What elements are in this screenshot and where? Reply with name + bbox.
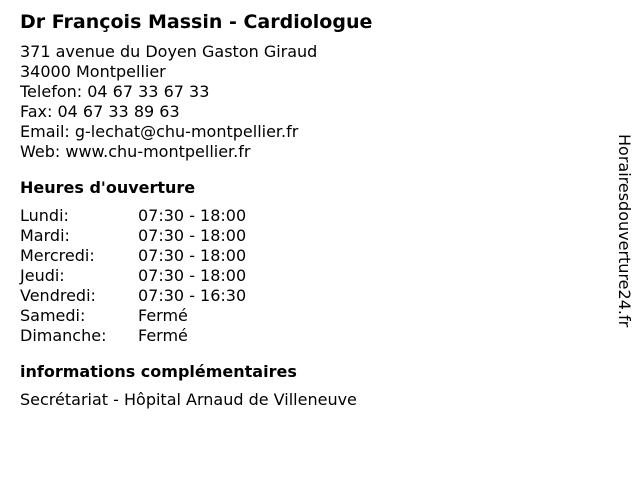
hours-time-value: 07:30 - 18:00 — [138, 226, 247, 245]
opening-hours-heading: Heures d'ouverture — [20, 178, 196, 197]
additional-info-heading: informations complémentaires — [20, 362, 297, 381]
hours-time-value: 07:30 - 18:00 — [138, 266, 247, 285]
hours-row-thursday — [20, 266, 600, 286]
web-line[interactable]: Web: www.chu-montpellier.fr — [20, 142, 251, 161]
hours-row-wednesday — [20, 246, 600, 266]
hours-row-monday — [20, 206, 600, 226]
hours-time-value: Fermé — [138, 326, 188, 345]
hours-row-sunday — [20, 326, 600, 346]
address-line-1: 371 avenue du Doyen Gaston Giraud — [20, 42, 318, 61]
hours-time-value: 07:30 - 16:30 — [138, 286, 247, 305]
hours-day-label: Dimanche: — [20, 326, 107, 345]
additional-info-text: Secrétariat - Hôpital Arnaud de Villeneuve — [20, 390, 357, 409]
hours-day-label: Vendredi: — [20, 286, 96, 305]
page-title: Dr François Massin - Cardiologue — [20, 11, 373, 33]
opening-hours-table — [20, 206, 600, 346]
hours-row-friday — [20, 286, 600, 306]
contact-block — [20, 42, 600, 162]
hours-time-value: 07:30 - 18:00 — [138, 206, 247, 225]
email-line[interactable]: Email: g-lechat@chu-montpellier.fr — [20, 122, 299, 141]
hours-day-label: Mardi: — [20, 226, 70, 245]
hours-day-label: Samedi: — [20, 306, 86, 325]
hours-time-value: 07:30 - 18:00 — [138, 246, 247, 265]
phone-line: Telefon: 04 67 33 67 33 — [20, 82, 210, 101]
hours-day-label: Mercredi: — [20, 246, 95, 265]
address-line-2: 34000 Montpellier — [20, 62, 166, 81]
hours-time-value: Fermé — [138, 306, 188, 325]
hours-row-saturday — [20, 306, 600, 326]
hours-row-tuesday — [20, 226, 600, 246]
hours-day-label: Jeudi: — [20, 266, 65, 285]
doctor-info-card — [20, 10, 600, 410]
site-watermark: Horairesdouverture24.fr — [615, 134, 634, 328]
hours-day-label: Lundi: — [20, 206, 69, 225]
fax-line: Fax: 04 67 33 89 63 — [20, 102, 180, 121]
